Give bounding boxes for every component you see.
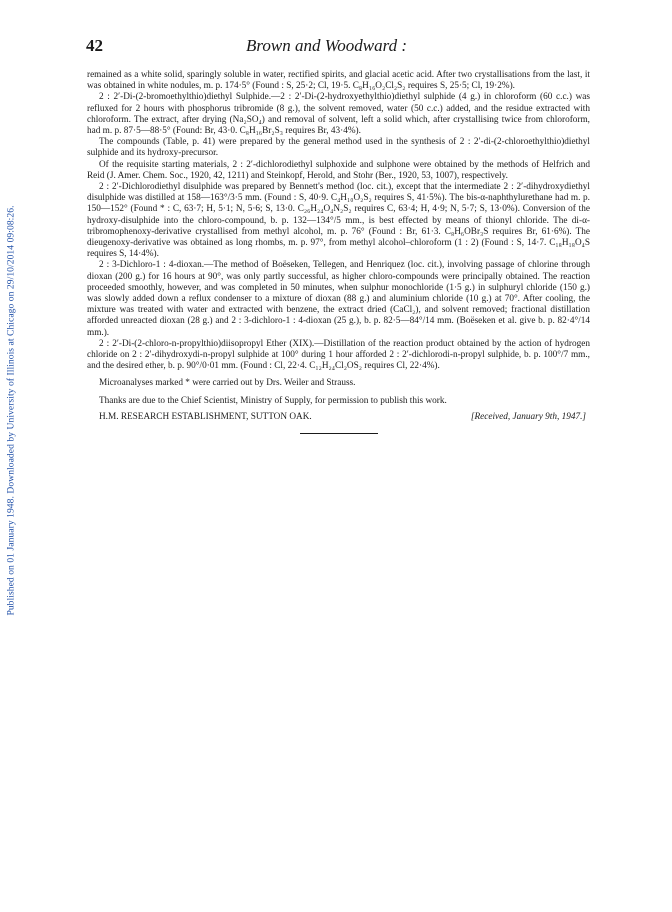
- page-header: [86, 36, 586, 58]
- received-date: [Received, January 9th, 1947.]: [470, 411, 586, 422]
- download-provenance-note: [4, 60, 18, 760]
- article-body: [87, 70, 590, 434]
- paragraph-dichlorodiethyl-disulphide: 2 : 2′-Dichlorodiethyl disulphide was prepared by Bennett's method (loc. cit.), except that the intermediate 2 : 2′-dihydroxydiethyl disulphide was distilled at 158—163°/3·5 mm. (Found : S, 40·9. C₄H₁₀O₂S₂ requires S, 41·5%). The bis-α-naphthylurethane had m. p. 150—152° (Found * : C, 63·7; H, 5·1; N, 5·6; S, 13·0. C₂₆H₂₄O₄N₂S₂ requires C, 63·4; H, 4·9; N, 5·7; S, 13·0%). Conversion of the hydroxy-disulphide into the chloro-compound, b. p. 132—134°/5 mm., is best effected by means of thionyl chloride. The di-α-tribromophenoxy-derivative crystallised from methyl alcohol, m. p. 76° (Found : Br, 61·3. C₈H₆OBr₃S requires Br, 61·6%). The dieugenoxy-derivative was obtained as long rhombs, m. p. 97°, from methyl alcohol–chloroform (1 : 2) (Found : S, 14·7. C₁₈H₁₈O₄S requires S, 14·4%).: [87, 182, 590, 260]
- running-head: Brown and Woodward :: [246, 36, 408, 55]
- paragraph-acknowledgement: Thanks are due to the Chief Scientist, Ministry of Supply, for permission to publish this work.: [99, 395, 447, 406]
- paragraph-chloropropylthio-ether: 2 : 2′-Di-(2-chloro-n-propylthio)diisopropyl Ether (XIX).—Distillation of the reaction product obtained by the action of hydrogen chloride on 2 : 2′-dihydroxydi-n-propyl sulphide at 100° during 1 hour afforded 2 : 2′-dichlorodi-n-propyl sulphide, b. p. 100°/7 mm., and the desired ether, b. p. 90°/0·01 mm. (Found : Cl, 22·4. C₁₂H₂₄Cl₂OS₂ requires Cl, 22·4%).: [87, 338, 590, 372]
- paragraph-continuation: remained as a white solid, sparingly soluble in water, rectified spirits, and glacial acetic acid. After two crystallisations from the last, it was obtained in white nodules, m. p. 174·5° (Found : S, 25·2; Cl, 19·5. C₈H₁₆O₂Cl₂S₂ requires S, 25·5; Cl, 19·2%).: [87, 70, 590, 92]
- end-rule: [300, 433, 378, 434]
- establishment-line: H.M. RESEARCH ESTABLISHMENT, SUTTON OAK.: [99, 411, 312, 422]
- page-number: 42: [86, 36, 103, 55]
- paragraph-bromoethylthio: 2 : 2′-Di-(2-bromoethylthio)diethyl Sulphide.—2 : 2′-Di-(2-hydroxyethylthio)diethyl sulphide (4 g.) in chloroform (60 c.c.) was refluxed for 2 hours with phosphorus tribromide (8 g.), the solvent removed, water (50 c.c.) added, and the residue extracted with chloroform. The extract, after drying (Na₂SO₄) and removal of solvent, left a solid which, after crystallising twice from chloroform, had m. p. 87·5—88·5° (Found: Br, 43·0. C₈H₁₆Br₂S₃ requires Br, 43·4%).: [87, 92, 590, 137]
- paragraph-compounds: The compounds (Table, p. 41) were prepared by the general method used in the synthesis of 2 : 2′-di-(2-chloroethylthio)diethyl sulphide and its hydroxy-precursor.: [87, 137, 590, 159]
- download-provenance-text: Published on 01 January 1948. Downloaded by University of Illinois at Chicago on 29/10/2014 09:08:26.: [5, 204, 17, 616]
- article-footer: [87, 412, 590, 423]
- paragraph-microanalyses: Microanalyses marked * were carried out by Drs. Weiler and Strauss.: [99, 378, 356, 389]
- paragraph-dichlorodioxan: 2 : 3-Dichloro-1 : 4-dioxan.—The method of Boëseken, Tellegen, and Henriquez (loc. cit.), involving passage of chlorine through dioxan (200 g.) for 16 hours at 90°, was only partly successful, as higher chloro-compounds were principally obtained. The reaction proceeded smoothly, however, and was completed in 50 minutes, when sulphur monochloride (1·5 g.) in sulphuryl chloride (150 g.) was slowly added down a reflux condenser to a mixture of dioxan (88 g.) and aluminium chloride (10 g.) at 70°. After cooling, the mixture was treated with water and extracted with benzene, the extract dried (CaCl₂), and solvent removed; fractional distillation afforded unreacted dioxan (28 g.) and 2 : 3-dichloro-1 : 4-dioxan (25 g.), b. p. 82·5—84°/14 mm. (Boëseken et al. give b. p. 82·4°/14 mm.).: [87, 260, 590, 338]
- paragraph-starting-materials: Of the requisite starting materials, 2 : 2′-dichlorodiethyl sulphoxide and sulphone were obtained by the methods of Helfrich and Reid (J. Amer. Chem. Soc., 1920, 42, 1211) and Steinkopf, Herold, and Stohr (Ber., 1920, 53, 1007), respectively.: [87, 159, 590, 181]
